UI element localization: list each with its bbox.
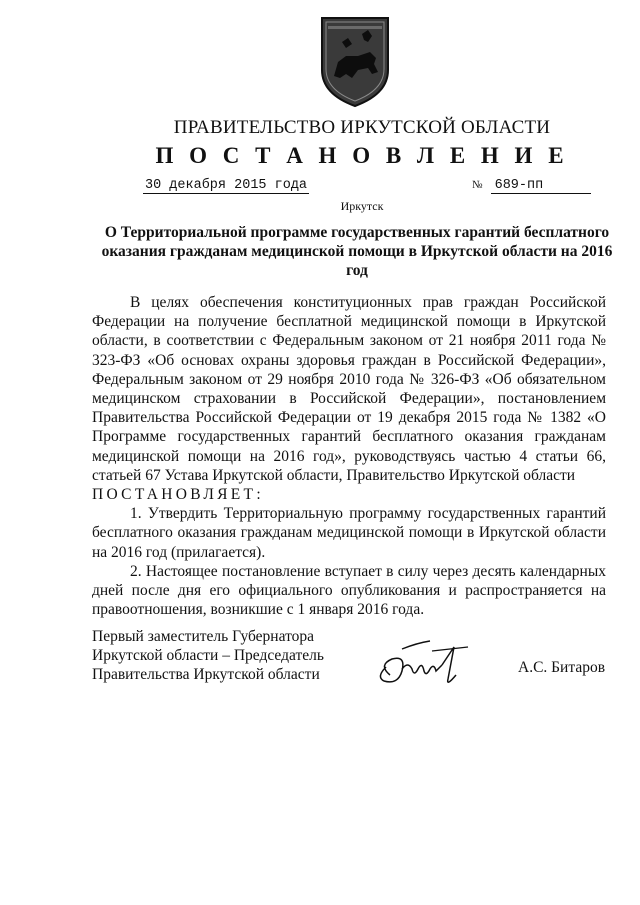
signer-position xyxy=(92,627,324,685)
document-title: О Территориальной программе государственных гарантий бесплатного оказания гражданам медицинской помощи в Иркутской области на 2016 год xyxy=(101,224,613,279)
government-name: ПРАВИТЕЛЬСТВО ИРКУТСКОЙ ОБЛАСТИ xyxy=(173,117,551,138)
item-2-paragraph: 2. Настоящее постановление вступает в силу через десять календарных дней после дня его официального опубликования и распространяется на правоотношения, возникшие с 1 января 2016 года. xyxy=(92,562,606,619)
city-name: Иркутск xyxy=(340,199,384,213)
document-date xyxy=(143,178,309,193)
number-sign: № xyxy=(472,179,483,191)
signer-position-line: Правительства Иркутской области xyxy=(92,666,320,684)
document-body xyxy=(92,293,606,619)
preamble-paragraph: В целях обеспечения конституционных прав граждан Российской Федерации на получение бесплатной медицинской помощи в Иркутской области, в соответствии с Федеральным законом от 21 ноября 2011 года № 323-ФЗ «Об основах охраны здоровья граждан в Российской Федерации», Федеральным законом от 29 ноября 2010 года № 326-ФЗ «Об обязательном медицинском страховании в Российской Федерации», постановлением Правительства Российской Федерации от 19 декабря 2015 года № 1382 «О Программе государственных гарантий бесплатного оказания гражданам медицинской помощи на 2016 год», руководствуясь частью 4 статьи 66, статьей 67 Устава Иркутской области, Правительство Иркутской области xyxy=(92,294,606,484)
resolves-heading: ПОСТАНОВЛЯЕТ: xyxy=(92,486,264,504)
handwritten-signature-icon xyxy=(372,635,482,695)
item-1-paragraph: 1. Утвердить Территориальную программу государственных гарантий бесплатного оказания гражданам медицинской помощи в Иркутской области на 2016 год (прилагается). xyxy=(92,505,606,561)
signer-name: А.С. Битаров xyxy=(518,659,606,676)
document-number xyxy=(472,178,591,194)
coat-of-arms-icon xyxy=(318,12,392,110)
number-value: 689-пп xyxy=(491,178,591,194)
document-type: П О С Т А Н О В Л Е Н И Е xyxy=(155,143,569,168)
signer-position-line: Иркутской области – Председатель xyxy=(92,647,324,665)
date-value: 30 декабря 2015 года xyxy=(145,178,308,193)
signer-position-line: Первый заместитель Губернатора xyxy=(92,628,315,645)
